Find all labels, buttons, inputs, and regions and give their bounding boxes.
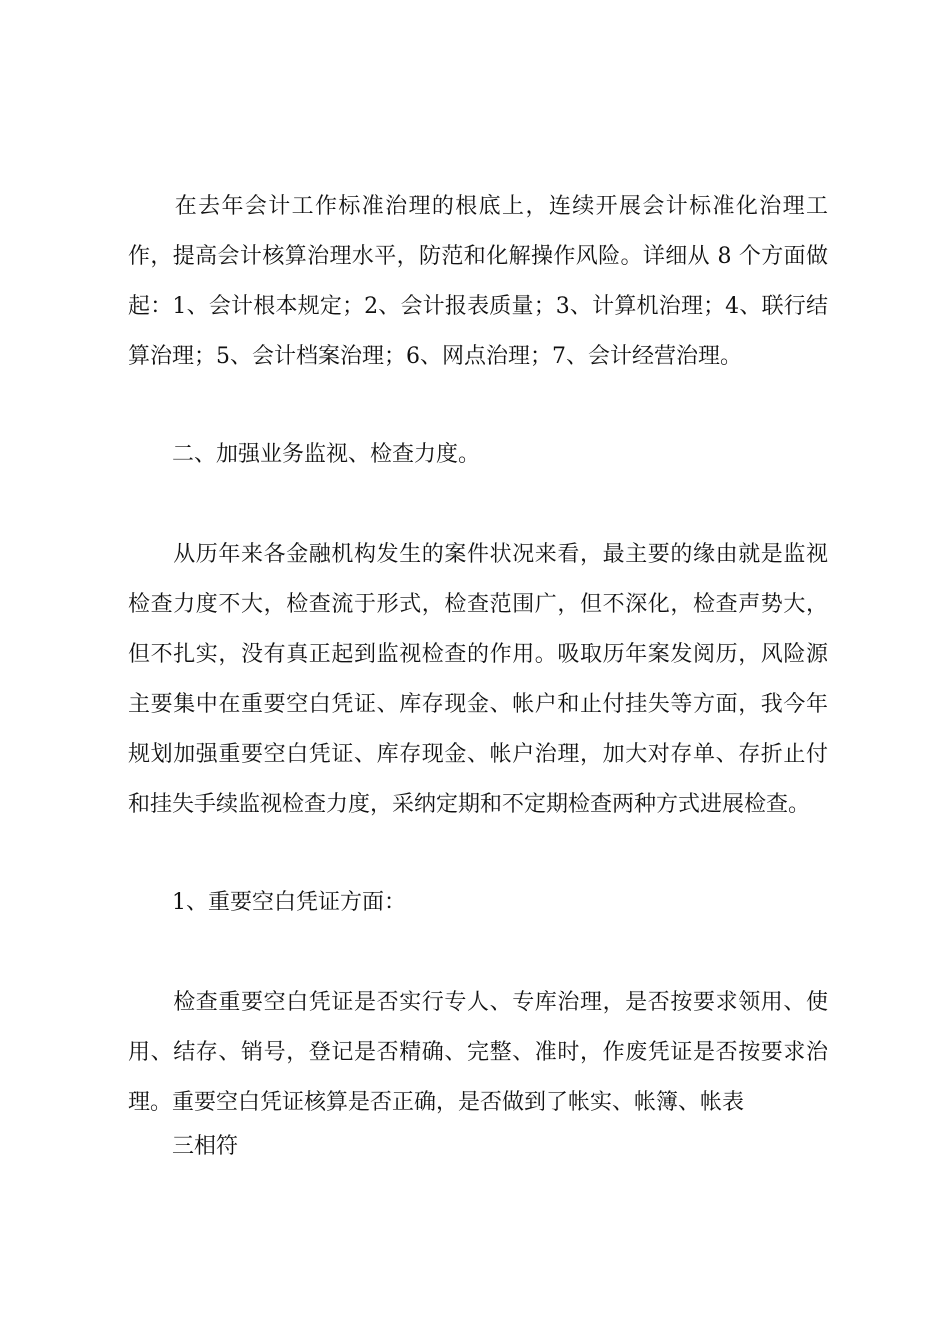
paragraph-line: 起：1、会计根本规定；2、会计报表质量；3、计算机治理；4、联行结 xyxy=(128,294,828,319)
paragraph-line: 主要集中在重要空白凭证、库存现金、帐户和止付挂失等方面，我今年 xyxy=(128,692,828,717)
paragraph-line: 和挂失手续监视检查力度，采纳定期和不定期检查两种方式进展检查。 xyxy=(128,792,811,817)
paragraph-line: 规划加强重要空白凭证、库存现金、帐户治理，加大对存单、存折止付 xyxy=(128,742,828,767)
paragraph-line: 理。重要空白凭证核算是否正确，是否做到了帐实、帐簿、帐表 xyxy=(128,1090,745,1115)
paragraph-line: 检查力度不大，检查流于形式，检查范围广，但不深化，检查声势大， xyxy=(128,592,828,617)
paragraph-line: 在去年会计工作标准治理的根底上，连续开展会计标准化治理工 xyxy=(128,194,828,219)
subsection-heading: 1、重要空白凭证方面： xyxy=(172,890,406,915)
paragraph-line: 但不扎实，没有真正起到监视检查的作用。吸取历年案发阅历，风险源 xyxy=(128,642,828,667)
paragraph-line: 用、结存、销号，登记是否精确、完整、准时，作废凭证是否按要求治 xyxy=(128,1040,828,1065)
trailing-text: 三相符 xyxy=(172,1134,239,1159)
paragraph-line: 检查重要空白凭证是否实行专人、专库治理，是否按要求领用、使 xyxy=(128,990,828,1015)
paragraph-line: 算治理；5、会计档案治理；6、网点治理；7、会计经营治理。 xyxy=(128,344,742,369)
paragraph-line: 作，提高会计核算治理水平，防范和化解操作风险。详细从 8 个方面做 xyxy=(128,244,828,269)
section-heading: 二、加强业务监视、检查力度。 xyxy=(172,442,481,467)
paragraph-line: 从历年来各金融机构发生的案件状况来看，最主要的缘由就是监视 xyxy=(128,542,828,567)
